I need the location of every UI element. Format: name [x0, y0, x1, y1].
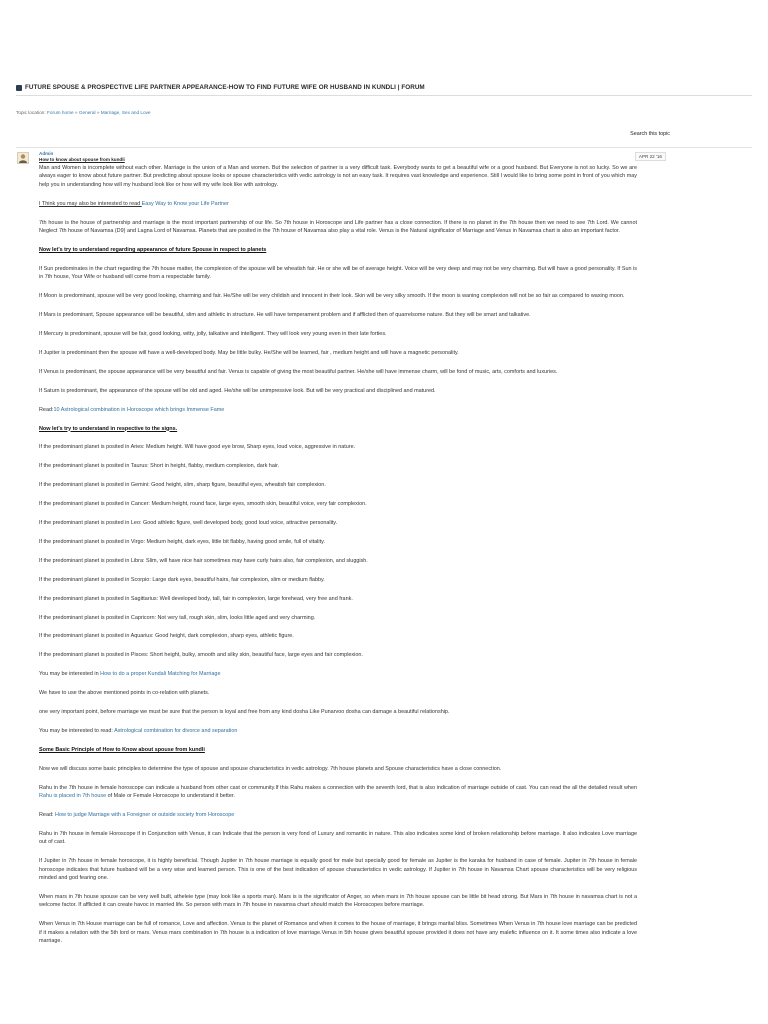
post-paragraph: If Jupiter in 7th house in female horoscope, it is highly beneficial. Though Jupiter in 7th house marriage is equally good for male but specially good for female as Jupiter is the karaka for husband in case of female. Jupiter in 7th house in female horoscope indicates that future husband will be a very wise and learned person. This is one of the best indication of spouse characteristics in vedic astrology. If Jupiter in 7th house in Navamsa Chart spouse characteristics will be very religious minded and god fearing one.: [39, 858, 637, 882]
post-divider: [16, 147, 752, 148]
post-paragraph: When Venus in 7th House marriage can be full of romance, Love and affection. Venus is the planet of Romance and when it comes to the house of marriage, it brings marital bliss. Sometimes When Venus in 7th house love marriage can be predicted if it makes a relation with the 5th lord or mars. Venus mars combination in 7th house is a indication of love marriage.Venus in 5th house gives beautiful spouse provided it does not have any malefic influence on it. It some times also indicate a love marriage.: [39, 921, 637, 945]
related-read: [39, 727, 637, 735]
related-read: [39, 200, 637, 208]
divorce-combination-link[interactable]: Astrological combination for divorce and separation: [114, 728, 238, 734]
planet-sun: If Sun predominates in the chart regarding the 7th house matter, the complexion of the spouse will be wheatish fair. He or she will be of average height. Voice will be very deep and may not be very charming. But will have a good personality. If Sun is in 7th house, Your Wife or husband will come from a respectable family.: [39, 265, 637, 281]
user-avatar-icon: [18, 153, 28, 163]
related-read-prefix: Read:: [39, 812, 56, 819]
sign-aquarius: If the predominant planet is posited in Aquarius: Good height, dark complexion, sharp eyes, athletic figure.: [39, 633, 294, 640]
post-paragraph-rahu: [39, 784, 637, 801]
sign-libra: If the predominant planet is posited in Libra: Slim, will have nice hair sometimes may have curly hairs also, fair complexion, and sluggish.: [39, 557, 368, 564]
related-read-prefix: You may be interested in: [39, 671, 101, 678]
breadcrumb-separator: »: [74, 110, 78, 115]
section-heading-principles: Some Basic Principle of How to Know about spouse from kundli: [39, 746, 205, 753]
post-paragraph: Now we will discuss some basic principles to determine the type of spouse and spouse characteristics in vedic astrology. 7th house planets and Spouse characteristics have a close connection.: [39, 765, 502, 772]
sign-sagittarius: If the predominant planet is posited in Sagittarius: Well developed body, tall, fair in complexion, large forehead, very free and frank.: [39, 595, 353, 602]
post-subject[interactable]: How to know about spouse from kundli: [39, 157, 125, 162]
post-paragraph: Man and Women is incomplete without each other. Marriage is the union of a Man and women. But the selection of partner is a very difficult task. Everybody wants to get a beautiful wife or a good husband. But Everyone is not so lucky. So we are always eager to know about future partner. But predicting about spouse looks or spouse characteristics with vedic astrology is not an easy task. It requires vast knowledge and experience. Still I would like to bring some point in front of you which may help you in understanding how will my husband look like or how will my wife look like with astrology.: [39, 165, 637, 188]
post-paragraph: When mars in 7th house spouse can be very well built, atheleie type (may look like a sports man). Mars is is the significator of Anger, so when mars in 7th house spouse can be little bit head strong. But Mars in 7th house in navamsa chart is not a welcome factor. If afflicted it can create havoc in married life. So person with mars in 7th house in navamsa chart should match the Horoscopes before marriage.: [39, 893, 637, 909]
related-read-prefix: You may be interested to read:: [39, 728, 115, 734]
section-heading-planets: Now let's try to understand regarding appearance of future Spouse in respect to planets: [39, 246, 267, 253]
post-body: [39, 164, 637, 956]
breadcrumb-forum-home[interactable]: Forum home: [47, 110, 74, 115]
post-paragraph: Rahu in 7th house in female Horoscope if in Conjunction with Venus, it can Indicate that the person is very fond of Luxury and romantic in nature. This also indicates some kind of broken relationship before marriage. It also indicates Love marriage out of cast.: [39, 830, 637, 846]
title-divider: [16, 95, 752, 96]
related-read: [39, 811, 637, 819]
related-read-prefix: I Think you may also be interested to read: [39, 200, 142, 207]
thread-title: FUTURE SPOUSE & PROSPECTIVE LIFE PARTNER APPEARANCE-HOW TO FIND FUTURE WIFE OR HUSBAND IN KUNDLI | FORUM: [25, 84, 425, 91]
related-read-prefix: Read:: [39, 406, 54, 413]
sign-gemini: If the predominant planet is posited in Gemini: Good height, slim, sharp figure, beautiful eyes, wheatish fair complexion.: [39, 482, 326, 489]
section-heading-signs: Now let's try to understand in respective to the signs.: [39, 425, 178, 432]
sign-leo: If the predominant planet is posited in Leo: Good athletic figure, well developed body, good loud voice, attractive personality.: [39, 520, 338, 527]
kundali-matching-link[interactable]: How to do a proper Kundali Matching for Marriage: [100, 671, 221, 678]
post-paragraph: We have to use the above mentioned points in co-relation with planets.: [39, 690, 210, 697]
thread-title-row: [16, 84, 756, 91]
rahu-text-end: of Male or Female Horoscope to understand it better.: [106, 793, 235, 800]
foreigner-marriage-link[interactable]: How to judge Marriage with a Foreigner or outside society from Horoscope: [55, 812, 235, 819]
planet-mars: If Mars is predominant, Spouse appearance will be beautiful, slim and athletic in structure. He will have temperament problem and if afflicted then of quarrelsome nature. But they will be smart and talkative.: [39, 312, 531, 319]
fame-combination-link[interactable]: 10 Astrological combination in Horoscope which brings Immense Fame: [53, 406, 225, 413]
planet-mercury: If Mercury is predominant, spouse will be fair, good looking, witty, jolly, talkative and intelligent. They will look very young even in their late forties.: [39, 330, 387, 337]
topic-icon: [16, 85, 22, 91]
sign-taurus: If the predominant planet is posited in Taurus: Short in height, flabby, medium complexion, dark hair.: [39, 463, 280, 470]
sign-pisces: If the predominant planet is posited in Pisces: Short height, bulky, smooth and silky skin, beautiful face, large eyes and fair complexion.: [39, 652, 363, 659]
sign-virgo: If the predominant planet is posited in Virgo: Medium height, dark eyes, little bit flabby, having good smile, full of vitality.: [39, 538, 325, 545]
sign-scorpio: If the predominant planet is posited in Scorpio: Large dark eyes, beautiful hairs, fair complexion, slim or medium flabby.: [39, 576, 325, 583]
post-date: APR 22 '16: [635, 152, 666, 161]
breadcrumb-general[interactable]: General: [78, 110, 96, 115]
planet-venus: If Venus is predominant, the spouse appearance will be very beautiful and fair. Venus is capable of giving the most beautiful partner. He/she will have immense charm, will be fond of music, arts, comforts and luxuries.: [39, 368, 558, 375]
breadcrumb-prefix: Topic location:: [16, 110, 46, 115]
breadcrumb-marriage[interactable]: Marriage, Sex and Love: [100, 110, 151, 115]
breadcrumb-separator: »: [96, 110, 100, 115]
life-partner-link[interactable]: Easy Way to Know your Life Partner: [141, 200, 229, 207]
avatar[interactable]: [17, 152, 29, 164]
post-author[interactable]: Admin: [39, 151, 54, 156]
rahu-7th-house-link[interactable]: Rahu is placed in 7th house: [39, 793, 107, 800]
planet-jupiter: If Jupiter is predominant then the spouse will have a well-developed body. May be little bulky. He/She will be learned, fair , medium height and will have a magnetic personality.: [39, 349, 459, 356]
post-paragraph: 7th house is the house of partnership and marriage is the most important partnership of our life. So 7th house in Horoscope and Life partner has a close connection. If there is no planet in the 7th house then we need to see 7th Lord. We cannot Neglect 7th house of Navamsa (D9) and Lagna Lord of Navamsa. Planets that are posited in the 7th house of Navamsa also play a vital role. Venus is the Natural significator of Marriage and Venus in Navamsa chart is also an important factor.: [39, 219, 637, 235]
sign-aries: If the predominant planet is posited in Aries: Medium height. Will have good eye brow, Sharp eyes, loud voice, aggressive in nature.: [39, 444, 356, 451]
search-topic-link[interactable]: Search this topic: [630, 131, 670, 137]
breadcrumb: [16, 110, 151, 115]
related-read: [39, 670, 637, 678]
planet-saturn: If Saturn is predominant, the appearance of the spouse will be old and aged. He/she will be unimpressive look. But will be very practical and disciplined and matured.: [39, 387, 436, 394]
sign-capricorn: If the predominant planet is posited in Capricorn: Not very tall, rough skin, slim, looks little aged and very charming.: [39, 614, 316, 621]
planet-moon: If Moon is predominant, spouse will be very good looking, charming and fair. He/She will be very childish and innocent in their look. Skin will be very silky smooth. If the moon is waning complexion will not be so fair as compared to waxing moon.: [39, 293, 625, 300]
post-paragraph: one very important point, before marriage we must be sure that the person is loyal and free from any kind dosha Like Punarvoo dosha can damage a beautiful relationship.: [39, 709, 450, 716]
sign-cancer: If the predominant planet is posited in Cancer: Medium height, round face, large eyes, smooth skin, beautiful voice, very fair complexion.: [39, 501, 367, 508]
related-read: [39, 406, 637, 414]
rahu-text: Rahu in the 7th house in female horoscope can indicate a husband from other cast or community.If this Rahu makes a connection with the seventh lord, that is also indication of marriage outside of cast. You can read the all the detailed result when: [39, 784, 637, 791]
